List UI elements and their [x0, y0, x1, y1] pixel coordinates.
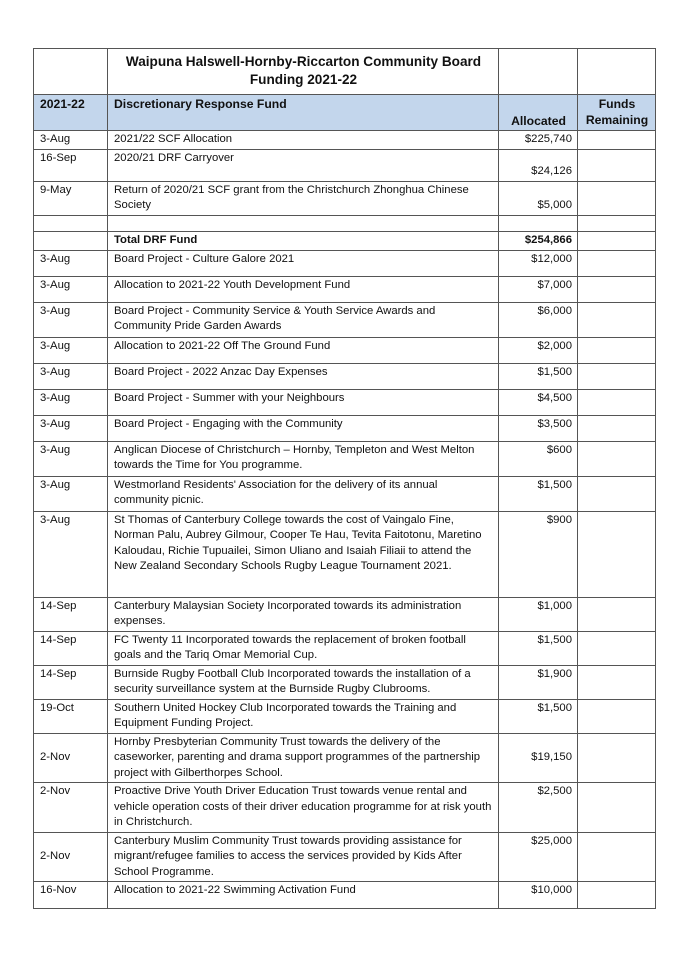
- table-row: [34, 276, 656, 302]
- row-description: Allocation to 2021-22 Swimming Activation Fund: [108, 882, 499, 909]
- row-date: 3-Aug: [34, 476, 108, 511]
- row-date: 3-Aug: [34, 441, 108, 476]
- row-date: 14-Sep: [34, 631, 108, 665]
- table-row: [34, 415, 656, 441]
- row-date: 14-Sep: [34, 597, 108, 631]
- header-row: [34, 95, 656, 131]
- row-allocated: $254,866: [499, 231, 578, 250]
- row-funds-remaining: [578, 511, 656, 597]
- row-date: 3-Aug: [34, 250, 108, 276]
- row-date: 16-Sep: [34, 149, 108, 181]
- row-allocated: $900: [499, 511, 578, 597]
- title-blank-cell: [34, 49, 108, 95]
- row-description: Proactive Drive Youth Driver Education Trust towards venue rental and vehicle operation costs of their driver education programme for at risk youth in Christchurch.: [108, 783, 499, 833]
- row-funds-remaining: [578, 389, 656, 415]
- row-allocated: $2,500: [499, 783, 578, 833]
- row-date: 3-Aug: [34, 337, 108, 363]
- row-description: Southern United Hockey Club Incorporated towards the Training and Equipment Funding Project.: [108, 699, 499, 733]
- funding-table: [33, 48, 656, 909]
- table-row: [34, 733, 656, 783]
- row-funds-remaining: [578, 476, 656, 511]
- row-allocated: $10,000: [499, 882, 578, 909]
- row-funds-remaining: [578, 363, 656, 389]
- row-date: 9-May: [34, 181, 108, 215]
- row-description: St Thomas of Canterbury College towards the cost of Vaingalo Fine, Norman Palu, Aubrey Gilmour, Cooper Te Hau, Tevita Faitotonu, Maretino Kaloudau, Richie Tupuailei, Simon Uliano and Isaiah Filiaii to attend the New Zealand Secondary Schools Rugby League Tournament 2021.: [108, 511, 499, 597]
- table-row: [34, 783, 656, 833]
- row-funds-remaining: [578, 181, 656, 215]
- row-funds-remaining: [578, 882, 656, 909]
- row-description: Allocation to 2021-22 Youth Development Fund: [108, 276, 499, 302]
- row-funds-remaining: [578, 783, 656, 833]
- row-date: 2-Nov: [34, 832, 108, 882]
- row-allocated: $1,500: [499, 363, 578, 389]
- row-description: Canterbury Muslim Community Trust towards providing assistance for migrant/refugee families to access the services provided by Kids After School Programme.: [108, 832, 499, 882]
- table-row: [34, 699, 656, 733]
- table-row: [34, 231, 656, 250]
- row-date: 2-Nov: [34, 733, 108, 783]
- row-date: 16-Nov: [34, 882, 108, 909]
- table-row: [34, 149, 656, 181]
- row-allocated: $25,000: [499, 832, 578, 882]
- row-allocated: $2,000: [499, 337, 578, 363]
- row-funds-remaining: [578, 131, 656, 150]
- row-description: Burnside Rugby Football Club Incorporated towards the installation of a security surveillance system at the Burnside Rugby Clubrooms.: [108, 665, 499, 699]
- row-description: Canterbury Malaysian Society Incorporated towards its administration expenses.: [108, 597, 499, 631]
- row-allocated: $12,000: [499, 250, 578, 276]
- row-funds-remaining: [578, 699, 656, 733]
- header-funds-remaining: Funds Remaining: [578, 95, 656, 131]
- row-funds-remaining: [578, 441, 656, 476]
- table-row: [34, 337, 656, 363]
- table-row: [34, 665, 656, 699]
- row-description: Board Project - Culture Galore 2021: [108, 250, 499, 276]
- header-allocated: Allocated: [499, 95, 578, 131]
- row-funds-remaining: [578, 733, 656, 783]
- table-row: [34, 250, 656, 276]
- row-description: Board Project - 2022 Anzac Day Expenses: [108, 363, 499, 389]
- row-description: Hornby Presbyterian Community Trust towards the delivery of the caseworker, parenting and drama support programmes of the partnership project with Gilberthorpes School.: [108, 733, 499, 783]
- row-date: 3-Aug: [34, 276, 108, 302]
- row-funds-remaining: [578, 631, 656, 665]
- row-funds-remaining: [578, 215, 656, 231]
- table-row: [34, 181, 656, 215]
- row-allocated: $24,126: [499, 149, 578, 181]
- table-row: [34, 389, 656, 415]
- row-allocated: $1,900: [499, 665, 578, 699]
- row-date: 14-Sep: [34, 665, 108, 699]
- row-date: 3-Aug: [34, 511, 108, 597]
- row-date: 2-Nov: [34, 783, 108, 833]
- document-title: Waipuna Halswell-Hornby-Riccarton Community Board Funding 2021-22: [108, 49, 499, 95]
- row-allocated: $3,500: [499, 415, 578, 441]
- row-description: Allocation to 2021-22 Off The Ground Fund: [108, 337, 499, 363]
- row-funds-remaining: [578, 302, 656, 337]
- table-row: [34, 511, 656, 597]
- table-row: [34, 832, 656, 882]
- row-allocated: $7,000: [499, 276, 578, 302]
- row-date: 3-Aug: [34, 389, 108, 415]
- table-row: [34, 631, 656, 665]
- row-date: 3-Aug: [34, 363, 108, 389]
- row-funds-remaining: [578, 250, 656, 276]
- table-row: [34, 215, 656, 231]
- row-funds-remaining: [578, 231, 656, 250]
- row-description: Board Project - Community Service & Youth Service Awards and Community Pride Garden Awards: [108, 302, 499, 337]
- row-description: Total DRF Fund: [108, 231, 499, 250]
- row-description: [108, 215, 499, 231]
- row-allocated: $4,500: [499, 389, 578, 415]
- row-description: Return of 2020/21 SCF grant from the Christchurch Zhonghua Chinese Society: [108, 181, 499, 215]
- row-funds-remaining: [578, 276, 656, 302]
- row-description: FC Twenty 11 Incorporated towards the replacement of broken football goals and the Tariq Omar Memorial Cup.: [108, 631, 499, 665]
- row-date: 3-Aug: [34, 415, 108, 441]
- row-allocated: $225,740: [499, 131, 578, 150]
- row-description: Westmorland Residents' Association for the delivery of its annual community picnic.: [108, 476, 499, 511]
- row-allocated: [499, 215, 578, 231]
- table-row: [34, 363, 656, 389]
- row-funds-remaining: [578, 597, 656, 631]
- title-blank-cell: [499, 49, 578, 95]
- table-row: [34, 302, 656, 337]
- row-funds-remaining: [578, 832, 656, 882]
- row-allocated: $19,150: [499, 733, 578, 783]
- row-date: 3-Aug: [34, 302, 108, 337]
- row-funds-remaining: [578, 415, 656, 441]
- row-allocated: $600: [499, 441, 578, 476]
- row-allocated: $6,000: [499, 302, 578, 337]
- header-year: 2021-22: [34, 95, 108, 131]
- row-description: 2020/21 DRF Carryover: [108, 149, 499, 181]
- row-funds-remaining: [578, 665, 656, 699]
- row-description: Board Project - Engaging with the Community: [108, 415, 499, 441]
- row-date: 19-Oct: [34, 699, 108, 733]
- title-row: [34, 49, 656, 95]
- row-date: [34, 231, 108, 250]
- row-funds-remaining: [578, 149, 656, 181]
- table-row: [34, 882, 656, 909]
- header-fund-name: Discretionary Response Fund: [108, 95, 499, 131]
- row-allocated: $1,500: [499, 476, 578, 511]
- table-row: [34, 131, 656, 150]
- row-description: 2021/22 SCF Allocation: [108, 131, 499, 150]
- row-date: [34, 215, 108, 231]
- row-allocated: $1,000: [499, 597, 578, 631]
- table-row: [34, 441, 656, 476]
- table-row: [34, 476, 656, 511]
- row-description: Board Project - Summer with your Neighbours: [108, 389, 499, 415]
- table-row: [34, 597, 656, 631]
- row-allocated: $1,500: [499, 631, 578, 665]
- row-description: Anglican Diocese of Christchurch – Hornby, Templeton and West Melton towards the Time for You programme.: [108, 441, 499, 476]
- row-allocated: $5,000: [499, 181, 578, 215]
- title-blank-cell: [578, 49, 656, 95]
- row-funds-remaining: [578, 337, 656, 363]
- row-date: 3-Aug: [34, 131, 108, 150]
- row-allocated: $1,500: [499, 699, 578, 733]
